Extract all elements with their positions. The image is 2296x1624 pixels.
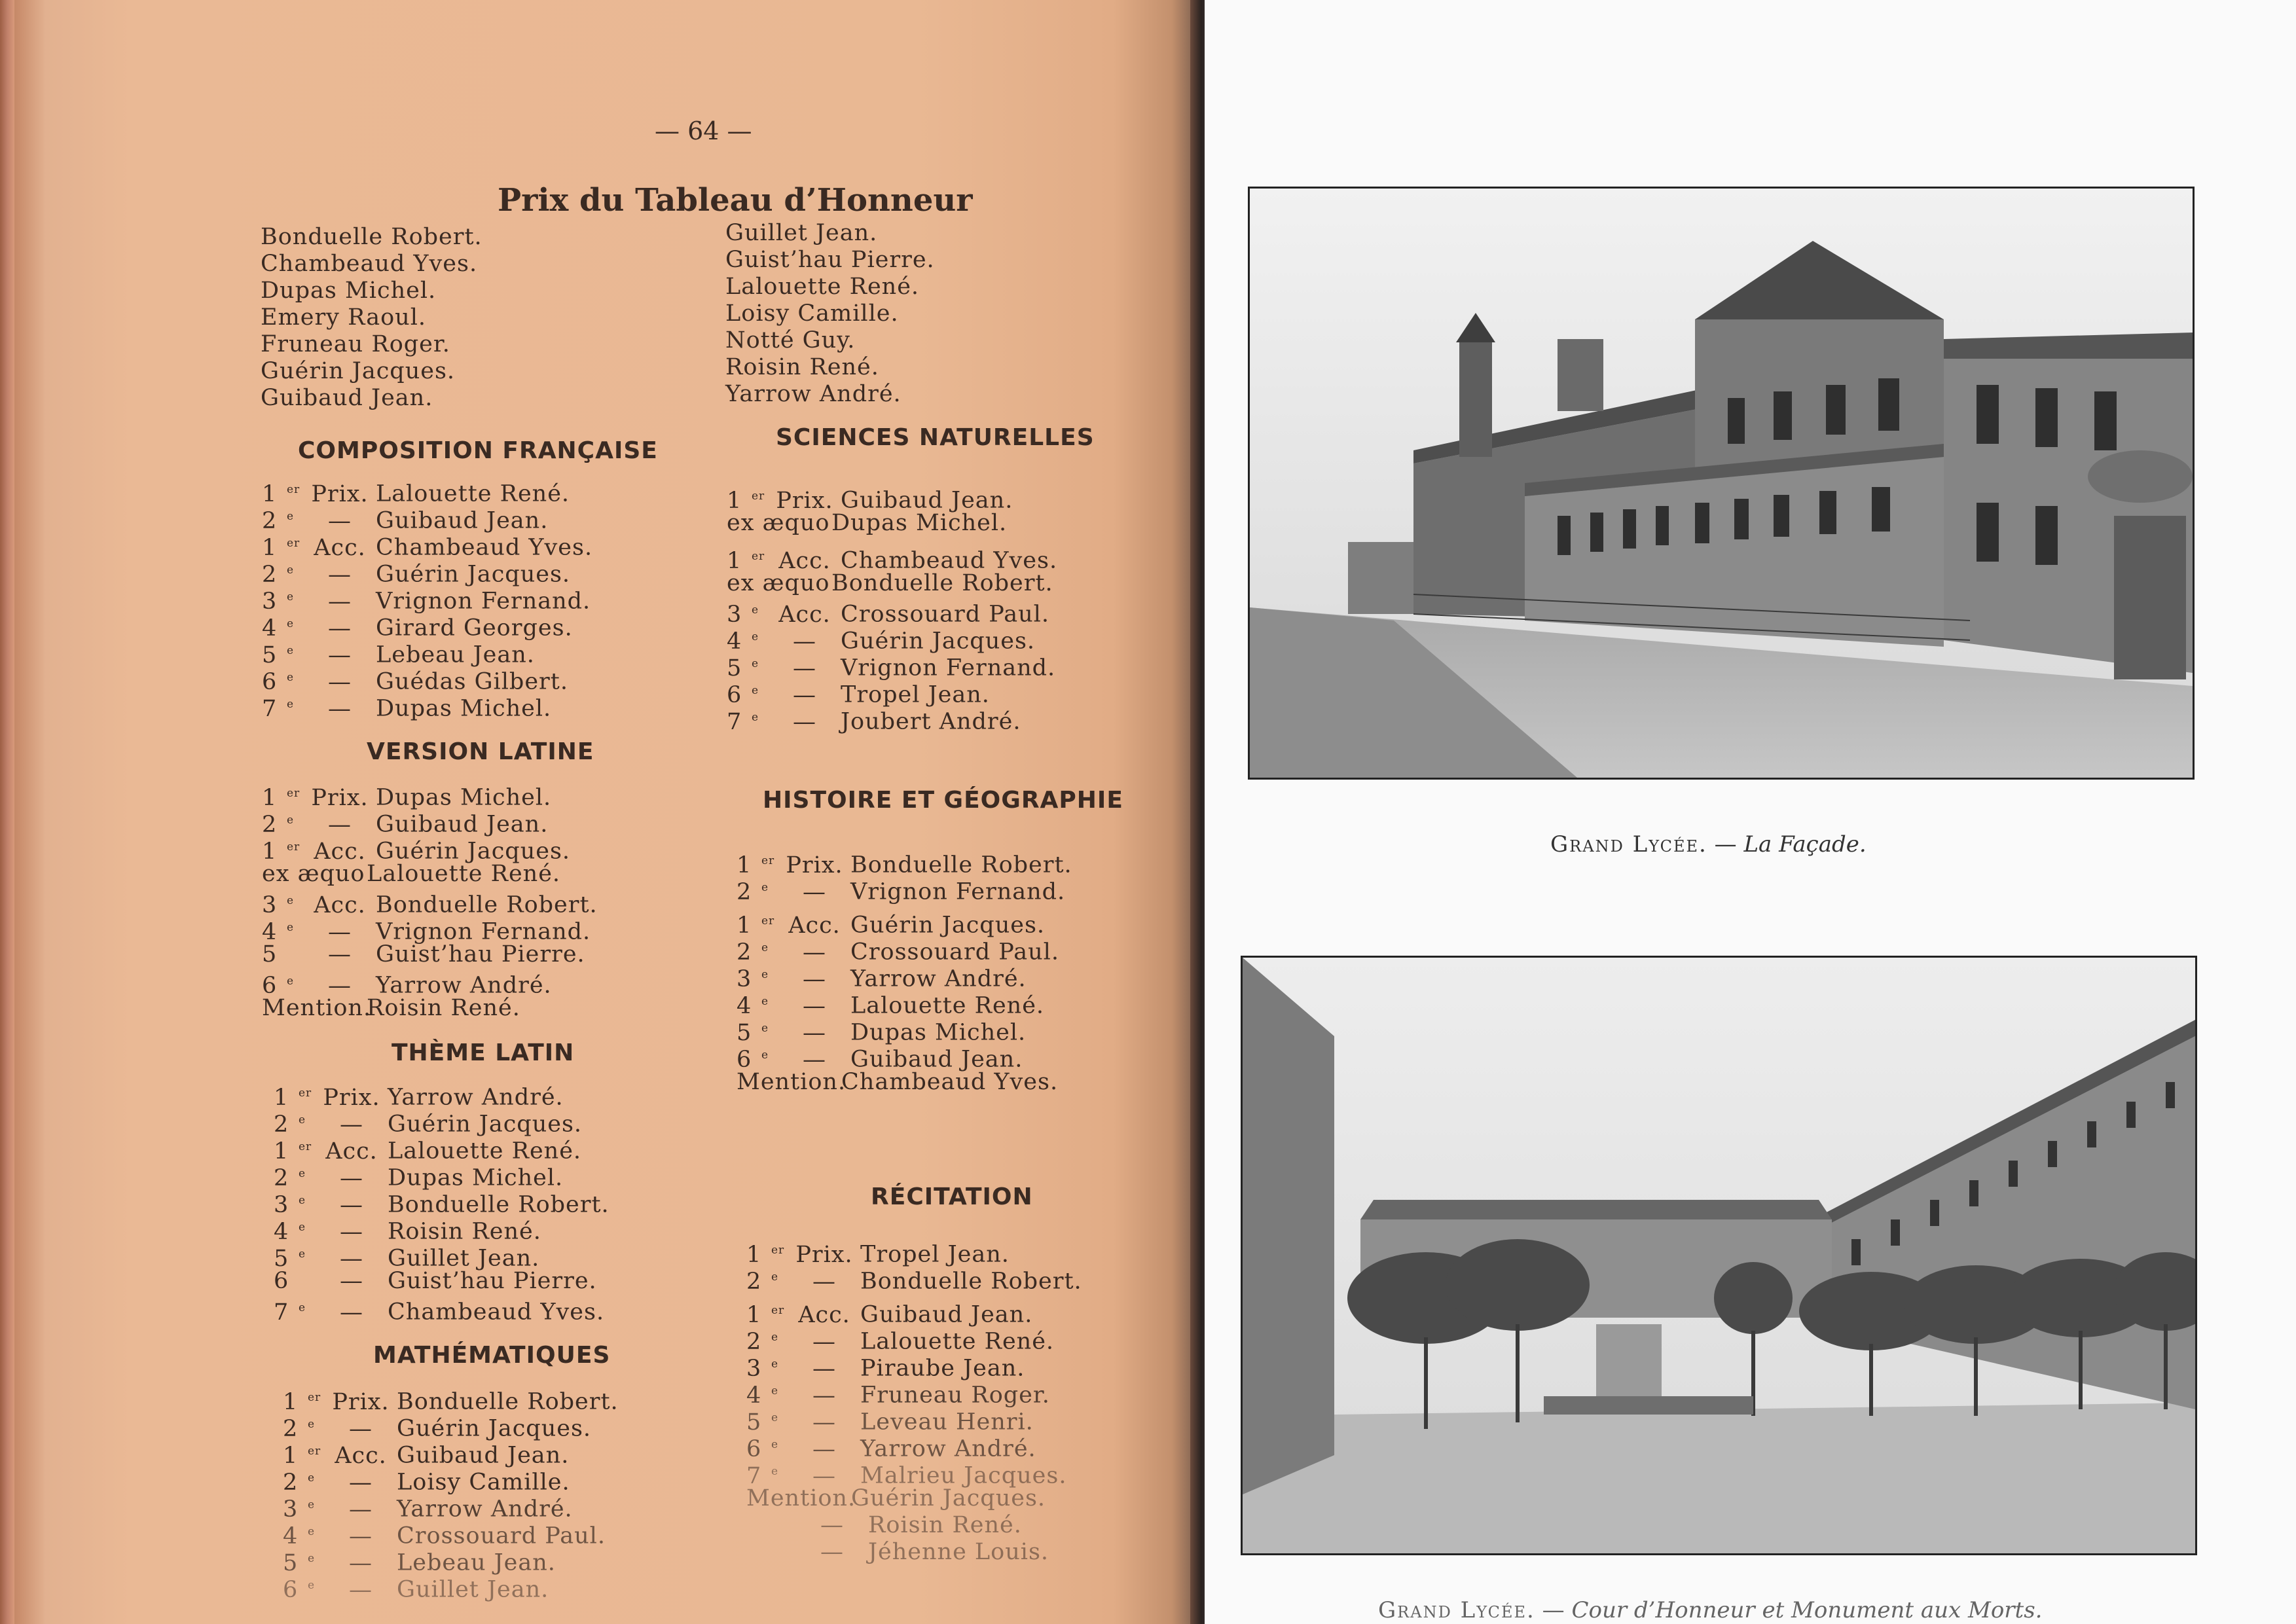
facade-illustration [1250,189,2193,778]
student-name: Yarrow André. [850,965,1027,992]
student-name: Tropel Jean. [841,681,990,708]
rank: 3 [274,1191,289,1218]
caption-dash: — [1707,831,1744,857]
student-name: Crossouard Paul. [841,601,1049,628]
rank-suffix: e [752,684,759,697]
student-name: Roisin René. [367,995,520,1021]
rank-suffix: e [287,564,295,577]
honor-name: Fruneau Roger. [261,331,450,357]
award-type: Prix. [776,487,833,514]
award-type: — [793,708,816,735]
student-name: Tropel Jean. [860,1241,1010,1268]
award-type: — [803,992,826,1019]
rank-suffix: e [299,1167,306,1180]
student-name: Guibaud Jean. [841,487,1013,514]
rank: 2 [262,561,278,588]
rank: 1 [727,487,742,514]
rank-suffix: e [287,617,295,630]
award-type: — [340,1191,363,1218]
student-name: Lalouette René. [850,992,1045,1019]
student-name: Guibaud Jean. [850,1046,1023,1073]
rank-suffix: e [752,711,759,724]
prize-row [262,691,551,723]
prize-row [262,995,520,1022]
student-name: Dupas Michel. [376,784,552,811]
page-number: — 64 — [655,117,752,145]
photo-courtyard [1241,956,2197,1555]
rank: 3 [727,601,742,628]
rank-suffix: e [308,1552,316,1565]
award-type: — [328,695,352,722]
award-type: — [812,1355,836,1382]
rank: 5 [746,1409,762,1435]
award-type: — [340,1164,363,1191]
prize-row [262,941,585,968]
student-name: Crossouard Paul. [850,939,1059,965]
student-name: Bonduelle Robert. [850,852,1072,878]
student-name: Bonduelle Robert. [397,1388,619,1415]
rank: 1 [262,480,278,507]
section-heading: RÉCITATION [871,1183,1033,1210]
section-heading: SCIENCES NATURELLES [776,424,1095,451]
award-type: — [803,1019,826,1046]
rank: ex æquo [727,510,830,536]
caption-subject: Cour d’Honneur et Monument aux Morts. [1571,1597,2043,1623]
student-name: Guillet Jean. [397,1576,549,1603]
rank-suffix: er [752,550,765,563]
student-name: Dupas Michel. [850,1019,1027,1046]
page-edge [0,0,14,1624]
photo-facade [1248,187,2195,780]
award-type: — [803,939,826,965]
student-name: Lebeau Jean. [397,1549,556,1576]
rank-suffix: e [771,1358,779,1371]
rank: 7 [727,708,742,735]
award-type: — [328,941,352,967]
student-name: Vrignon Fernand. [841,655,1056,681]
rank-suffix: e [752,657,759,670]
student-name: Leveau Henri. [860,1409,1034,1435]
award-type: — [349,1415,373,1442]
prize-row [737,875,1065,906]
caption-place: Grand Lycée. [1550,831,1707,857]
rank-suffix: e [287,975,295,988]
student-name: Vrignon Fernand. [376,918,591,945]
caption-place: Grand Lycée. [1378,1597,1535,1623]
award-type: Prix. [795,1241,853,1268]
honor-name: Roisin René. [725,354,879,380]
rank: 1 [737,852,752,878]
rank: Mention. [737,1069,847,1095]
student-name: Chambeaud Yves. [388,1299,605,1326]
award-type: — [820,1539,844,1565]
student-name: Guibaud Jean. [397,1442,570,1469]
honor-name: Lalouette René. [725,274,920,300]
student-name: Guérin Jacques. [388,1111,583,1138]
rank-suffix: e [761,995,769,1008]
rank: 2 [737,878,752,905]
prize-row [746,1485,1046,1512]
prize-row [727,570,1053,597]
rank-suffix: er [752,490,765,503]
honor-name: Notté Guy. [725,327,856,353]
prize-row [274,1268,597,1295]
section-heading: MATHÉMATIQUES [373,1342,611,1369]
award-type: — [328,641,352,668]
rank: 6 [262,972,278,999]
rank-suffix: er [299,1087,312,1100]
rank-suffix: e [287,921,295,934]
rank: 5 [737,1019,752,1046]
rank: 4 [727,628,742,655]
rank: 3 [262,588,278,615]
rank: 7 [746,1462,762,1489]
award-type: Acc. [335,1442,387,1469]
prize-row [262,861,560,888]
award-type: Prix. [332,1388,390,1415]
rank: 5 [727,655,742,681]
student-name: Roisin René. [868,1512,1022,1538]
award-type: — [812,1435,836,1462]
prize-row [274,1295,604,1326]
award-type: — [793,655,816,681]
honor-name: Guérin Jacques. [261,358,456,384]
rank: 2 [274,1164,289,1191]
rank-suffix: er [761,914,775,928]
photo-courtyard-caption [1378,1597,2042,1623]
rank-suffix: er [287,537,301,550]
photo-facade-caption [1550,831,1867,857]
rank-suffix: e [308,1525,316,1538]
rank: 6 [262,668,278,695]
student-name: Lebeau Jean. [376,641,535,668]
student-name: Yarrow André. [860,1435,1036,1462]
rank-suffix: er [761,854,775,867]
student-name: Guérin Jacques. [376,561,571,588]
honor-name: Chambeaud Yves. [261,251,478,277]
award-type: — [812,1328,836,1355]
rank: 5 [262,941,278,967]
award-type: — [803,878,826,905]
award-type: Acc. [314,892,366,918]
rank-suffix: e [752,604,759,617]
student-name: Bonduelle Robert. [831,570,1053,596]
prize-row [727,704,1021,736]
section-heading: VERSION LATINE [367,738,594,765]
student-name: Bonduelle Robert. [860,1268,1082,1295]
rank-suffix: e [771,1271,779,1284]
award-type: — [820,1512,844,1538]
award-type: — [328,972,352,999]
award-type: Prix. [311,480,369,507]
student-name: Lalouette René. [388,1138,582,1164]
award-type: Prix. [311,784,369,811]
rank: 4 [737,992,752,1019]
prize-row [727,510,1007,537]
student-name: Yarrow André. [397,1496,573,1523]
rank-suffix: e [771,1331,779,1344]
student-name: Guillet Jean. [388,1245,540,1272]
award-type: — [328,668,352,695]
student-name: Malrieu Jacques. [860,1462,1067,1489]
award-type: — [349,1469,373,1496]
rank-suffix: er [308,1445,321,1458]
award-type: — [812,1409,836,1435]
rank-suffix: e [299,1248,306,1261]
student-name: Guérin Jacques. [850,912,1046,939]
student-name: Yarrow André. [376,972,552,999]
rank-suffix: e [761,1049,769,1062]
student-name: Chambeaud Yves. [841,547,1058,574]
rank: 2 [746,1268,762,1295]
section-heading: THÈME LATIN [392,1039,575,1066]
rank: 1 [274,1138,289,1164]
rank: 6 [283,1576,299,1603]
rank-suffix: e [771,1384,779,1398]
prize-row [746,1512,1022,1539]
student-name: Lalouette René. [367,861,561,887]
student-name: Guédas Gilbert. [376,668,568,695]
student-name: Joubert André. [841,708,1021,735]
caption-dash: — [1535,1597,1572,1623]
prize-row [737,1069,1058,1096]
honor-name: Emery Raoul. [261,304,427,331]
rank-suffix: e [299,1301,306,1314]
award-type: — [340,1218,363,1245]
award-type: — [793,681,816,708]
rank-suffix: er [287,483,301,496]
honor-name: Bonduelle Robert. [261,224,483,250]
student-name: Fruneau Roger. [860,1382,1050,1409]
rank-suffix: e [761,881,769,894]
rank: 4 [283,1523,299,1549]
award-type: Acc. [314,534,366,561]
award-type: — [340,1268,363,1294]
rank: 2 [746,1328,762,1355]
rank-suffix: e [752,630,759,643]
award-type: Acc. [778,601,831,628]
award-type: Prix. [786,852,843,878]
rank: 1 [746,1301,762,1328]
award-type: Acc. [314,838,366,865]
rank: 6 [274,1268,289,1294]
rank-suffix: e [287,510,295,523]
award-type: — [328,811,352,838]
award-type: — [803,1046,826,1073]
rank: Mention. [262,995,372,1021]
student-name: Bonduelle Robert. [388,1191,610,1218]
student-name: Lalouette René. [376,480,570,507]
rank: 6 [746,1435,762,1462]
rank-suffix: e [761,941,769,954]
award-type: — [812,1382,836,1409]
prize-row [746,1264,1082,1295]
rank: 3 [746,1355,762,1382]
rank: 4 [262,918,278,945]
honor-name: Dupas Michel. [261,278,437,304]
rank: 2 [737,939,752,965]
award-type: — [328,615,352,641]
rank: 3 [262,892,278,918]
honor-name: Loisy Camille. [725,300,899,327]
student-name: Vrignon Fernand. [376,588,591,615]
rank-suffix: e [771,1411,779,1424]
award-type: — [328,507,352,534]
rank: 1 [727,547,742,574]
award-type: — [340,1245,363,1272]
rank-suffix: e [308,1579,316,1592]
rank: 5 [262,641,278,668]
rank-suffix: er [287,787,301,800]
award-type: Acc. [778,547,831,574]
award-type: — [349,1549,373,1576]
student-name: Dupas Michel. [388,1164,564,1191]
rank-suffix: e [308,1498,316,1511]
student-name: Piraube Jean. [860,1355,1025,1382]
prize-row [283,1572,549,1604]
rank: 1 [283,1388,299,1415]
honor-name: Guist’hau Pierre. [725,247,935,273]
rank: ex æquo [727,570,830,596]
rank: 1 [262,784,278,811]
rank: 6 [727,681,742,708]
student-name: Dupas Michel. [831,510,1008,536]
rank-suffix: e [308,1471,316,1485]
rank-suffix: e [299,1113,306,1127]
award-type: — [328,588,352,615]
rank: 1 [737,912,752,939]
rank-suffix: er [308,1391,321,1404]
student-name: Guérin Jacques. [376,838,571,865]
rank: 4 [746,1382,762,1409]
rank: 1 [283,1442,299,1469]
rank-suffix: e [287,698,295,711]
award-type: — [340,1111,363,1138]
award-type: Acc. [788,912,841,939]
student-name: Guérin Jacques. [397,1415,592,1442]
rank: ex æquo [262,861,365,887]
section-heading: HISTOIRE ET GÉOGRAPHIE [763,787,1123,814]
student-name: Chambeaud Yves. [841,1069,1059,1095]
rank: 6 [737,1046,752,1073]
rank-suffix: e [299,1221,306,1234]
rank: 5 [283,1549,299,1576]
student-name: Girard Georges. [376,615,573,641]
student-name: Guist’hau Pierre. [388,1268,597,1294]
rank: 7 [262,695,278,722]
student-name: Loisy Camille. [397,1469,570,1496]
rank-suffix: e [299,1194,306,1207]
rank-suffix: e [771,1438,779,1451]
right-page [1205,0,2296,1624]
caption-subject: La Façade. [1743,831,1867,857]
rank: 1 [274,1084,289,1111]
rank-suffix: e [308,1418,316,1431]
student-name: Yarrow André. [388,1084,564,1111]
student-name: Crossouard Paul. [397,1523,606,1549]
student-name: Dupas Michel. [376,695,552,722]
award-type: — [349,1496,373,1523]
rank: 2 [274,1111,289,1138]
rank-suffix: e [287,590,295,604]
rank: 2 [262,811,278,838]
page-title: Prix du Tableau d’Honneur [498,182,973,219]
rank: 2 [262,507,278,534]
rank-suffix: e [287,644,295,657]
student-name: Guibaud Jean. [860,1301,1033,1328]
rank: 2 [283,1469,299,1496]
rank-suffix: er [771,1304,785,1317]
courtyard-illustration [1243,958,2195,1553]
rank-suffix: e [771,1465,779,1478]
student-name: Chambeaud Yves. [376,534,593,561]
honor-name: Guibaud Jean. [261,385,433,411]
award-type: — [812,1462,836,1489]
student-name: Jéhenne Louis. [868,1539,1049,1565]
rank-suffix: e [287,894,295,907]
award-type: Prix. [323,1084,380,1111]
award-type: — [328,561,352,588]
award-type: Acc. [798,1301,850,1328]
student-name: Roisin René. [388,1218,541,1245]
award-type: — [349,1576,373,1603]
rank: 1 [746,1241,762,1268]
student-name: Guérin Jacques. [851,1485,1046,1511]
rank: 3 [737,965,752,992]
rank-suffix: er [771,1244,785,1257]
rank-suffix: e [761,1022,769,1035]
student-name: Guibaud Jean. [376,507,549,534]
student-name: Lalouette René. [860,1328,1055,1355]
award-type: — [340,1299,363,1326]
rank: 5 [274,1245,289,1272]
rank-suffix: e [287,814,295,827]
honor-name: Yarrow André. [725,381,902,407]
rank-suffix: er [299,1140,312,1153]
student-name: Vrignon Fernand. [850,878,1066,905]
student-name: Guérin Jacques. [841,628,1036,655]
award-type: — [349,1523,373,1549]
rank-suffix: e [761,968,769,981]
rank: 2 [283,1415,299,1442]
rank: 1 [262,838,278,865]
rank-suffix: e [287,671,295,684]
award-type: — [793,628,816,655]
rank: Mention. [746,1485,856,1511]
award-type: — [328,918,352,945]
award-type: Acc. [325,1138,378,1164]
student-name: Guist’hau Pierre. [376,941,585,967]
rank: 4 [262,615,278,641]
student-name: Guibaud Jean. [376,811,549,838]
award-type: — [812,1268,836,1295]
honor-name: Guillet Jean. [725,220,878,246]
rank: 7 [274,1299,289,1326]
section-heading: COMPOSITION FRANÇAISE [298,437,658,464]
award-type: — [803,965,826,992]
student-name: Bonduelle Robert. [376,892,598,918]
rank: 4 [274,1218,289,1245]
prize-row [746,1539,1049,1566]
rank: 1 [262,534,278,561]
rank-suffix: er [287,840,301,854]
rank: 3 [283,1496,299,1523]
